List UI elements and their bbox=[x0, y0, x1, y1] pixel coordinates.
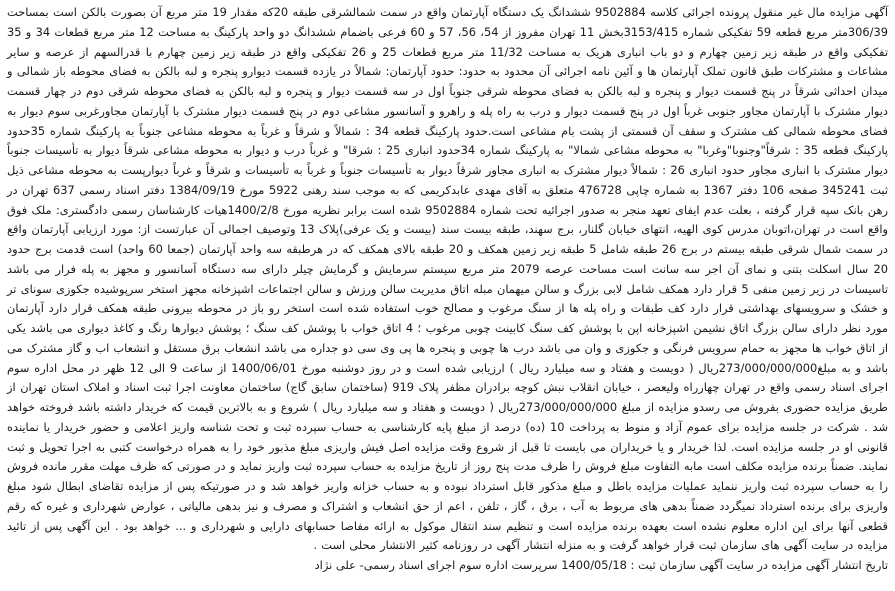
auction-notice-body bbox=[7, 3, 888, 556]
notice-body-text: آگهی مزایده مال غیر منقول پرونده اجرائی کلاسه 9502884 ششدانگ یک دستگاه آپارتمان واقع در سمت شمالشرقی طبقه 20که مقدار 19 متر مربع آن بصورت بالکن است بمساحت 306/39متر مربع قطعه 59 تفکیکی شماره 3153/415بخش 11 تهران مفروز از 54، 56، 57 و 60 فرعی باضمام ششدانگ دو واحد پارکینگ به مساحت 12 متر مربع قطعات 34 و 35 تفکیکی واقع در طبقه زیر زمین چهارم و دو باب انباری هریک به مساحت 11/32 متر مربع قطعات 25 و 26 تفکیکی واقع در طبقه زیر زمین چهارم با قدرالسهم از عرصه و سایر مشاعات و مشترکات طبق قانون تملک آپارتمان ها و آئین نامه اجرائی آن محدود به حدود: حدود آپارتمان: شمالاً در یازده قسمت دیوارو پنجره و لبه بالکن به فضای محوطه باز شمالی و میدان احداثی شرقاً در پنج قسمت دیوار و پنجره و لبه بالکن به فضای محوطه شرقی جنوباً اول در سه قسمت دیوار و پنجره و لبه بالکن به فضای محوطه شرقی دوم در چهار قسمت دیوار مشترک با آپارتمان مجاور جنوبی غرباً اول در پنج قسمت دیوار و درب به راه پله و راهرو و آسانسور مشاعی دوم در پنج قسمت دیوار مشترک با آپارتمان مجاورغربی سوم دیوار به فضای محوطه شمالی کف مشترک و سقف آن قسمتی از پشت بام مشاعی است.حدود پارکینگ قطعه 34 : شمالاً و شرقاً و غرباً به محوطه مشاعی جنوباً به پارکینگ شماره 35حدود پارکینگ قطعه 35 : شرقاً"وجنوبا"وغربا" به محوطه مشاعی شمالا" به پارکینگ شماره 34حدود انباری 25 : شرقا" و غرباً درب و دیوار به محوطه مشاعی شرقاً دیوار به تأسیسات جنوباً دیوار مشترک با انباری مجاور حدود انباری 26 : شمالاً دیوار مشترک به انباری مجاور شرقاً دیوار به تأسیسات جنوباً و غرباً به تأسیسات و شرقاً و غرباً دیوارپست به محوطه مشاعی ذیل ثبت 345241 صفحه 106 دفتر 1367 به شماره چاپی 476728 متعلق به آقای مهدی عابدکریمی که به موجب سند رهنی 5922 مورخ 1384/09/19 دفتر اسناد رسمی 637 تهران در رهن بانک سپه قرار گرفته ، بعلت عدم ایفای تعهد منجر به صدور اجرائیه تحت شماره 9502884 شده است برابر نظریه مورخ 1400/2/8هیات کارشناسان رسمی دادگستری: ملک فوق واقع است در تهران،اتوبان مدرس کوی الهیه، انتهای خیابان گلنار، برج سهند، طبقه بیست سند (بیست و یک عرفی)پلاک 13 وتوصیف اجمالی آن عبارتست از: مورد ارزیابی آپارتمان واقع در سمت شمال شرقی طبقه بیستم در برج 26 طبقه شامل 5 طبقه زیر زمین همکف و 20 طبقه بالای همکف که در هرطبقه سه واحد آپارتمان (جمعا 60 واحد) است قدمت برج حدود 20 سال اسکلت بتنی و نمای آن اجر سه سانت است مساحت عرصه 2079 متر مربع سیستم سرمایش و گرمایش چیلر دارای سه دستگاه آسانسور و مجهز به پله فرار می باشد تاسیسات در زیر زمین منفی 5 قرار دارد همکف شامل لابی بزرگ و سالن میهمان مبله اتاق مدیریت سالن ورزش و سالن اجتماعات اشپزخانه مجهز استخر سرپوشیده جکوزی سونای تر و خشک و سرویسهای بهداشتی قرار دارد کف طبقات و راه پله ها از سنگ مرغوب و مصالح خوب استفاده شده است استخر رو باز در محوطه بیرونی طبقه همکف قرار دارد آپارتمان مورد نظر دارای سالن بزرگ اتاق نشیمن اشپزخانه اپن با پوشش کف سنگ کابینت چوبی مرغوب ؛ 4 اتاق خواب با پوشش کف سنگ ؛ پوشش دیوارها رنگ و کاغذ دیواری می باشد یکی از اتاق خواب ها مجهز به حمام سرویس فرنگی و جکوزی و وان می باشد درب ها چوبی و پنجره ها پی وی سی دو جداره می باشد انشعاب برق مستقل و انشعاب اب و گاز مشترک می باشد و به مبلغ273/000/000/000ریال ( دویست و هفتاد و سه میلیارد ریال ) ارزیابی شده است و در روز دوشنبه مورخ 1400/06/01 از ساعت 9 الی 12 ظهر در محل اداره سوم اجرای اسناد رسمی واقع در تهران چهارراه ولیعصر ، خیابان انقلاب نبش کوچه برادران مظفر پلاک 919 (ساختمان سابق گاج) ساختمان معاونت اجرا ثبت اسناد و املاک استان تهران از طریق مزایده حضوری بفروش می رسدو مزایده از مبلغ 273/000/000/000ریال ( دویست و هفتاد و سه میلیارد ریال ) شروع و به بالاترین قیمت که خریدار داشته باشد فروخته خواهد شد . شرکت در جلسه مزایده برای عموم آزاد و منوط به پرداخت 10 (ده) درصد از مبلغ پایه کارشناسی به حساب سپرده ثبت و تحت شناسه واریز اعلامی و حضور خریدار یا نماینده قانونی او در جلسه مزایده است. لذا خریدار و یا خریداران می بایست تا قبل از شروع وقت مزایده اصل فیش واریزی مبلغ مذبور خود را به همراه درخواست کتبی به اجرا تحویل و ثبت نمایند. ضمناً برنده مزایده مکلف است مابه التفاوت مبلغ فروش را ظرف مدت پنج روز از تاریخ مزایده به حساب سپرده ثبت واریز نماید و در صورتی که ظرف مهلت مقرر مانده فروش را به حساب سپرده ثبت واریز ننماید عملیات مزایده باطل و مبلغ مذکور قابل استرداد نبوده و به حساب خزانه واریز خواهد شد و در صورتیکه پس از مزایده تقاضای ابطال شود مبلغ واریزی برای برنده استرداد نمیگردد ضمناً بدهی های مربوط به آب ، برق ، گاز ، تلفن ، اعم از حق انشعاب و اشتراک و مصرف و نیز بدهی مالیاتی ، عوارض شهرداری و غیره که رقم قطعی آنها برای این اداره معلوم نشده است بعهده برنده مزایده است و تنظیم سند انتقال موکول به ارائه مفاصا حسابهای دارایی و شهرداری و ... خواهد بود . این آگهی پس از تائید مزایده در سایت آگهی های سازمان ثبت قرار خواهد گرفت و به منزله انتشار آگهی در روزنامه کثیر الانتشار محلی است . bbox=[7, 5, 888, 553]
notice-footer: تاریخ انتشار آگهی مزایده در سایت آگهی سازمان ثبت : 1400/05/18 سرپرست اداره سوم اجرای اسناد رسمی- علی نژاد bbox=[314, 558, 888, 572]
